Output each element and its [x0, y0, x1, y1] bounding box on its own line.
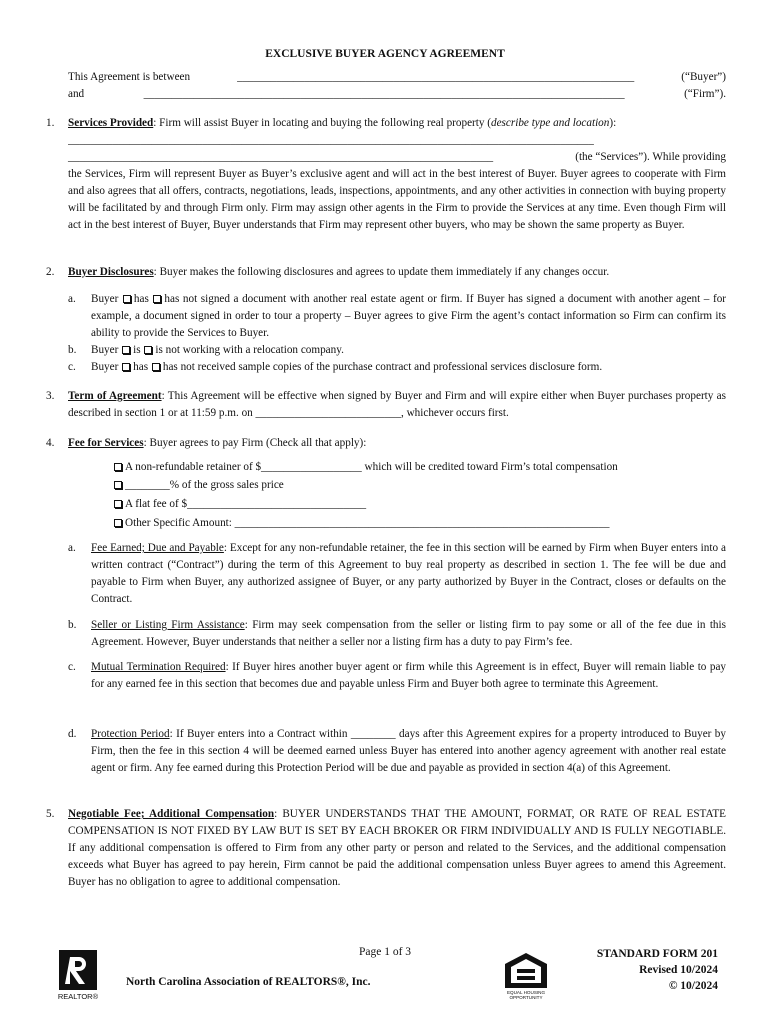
form-name: STANDARD FORM 201	[596, 948, 718, 960]
buyer-name-field[interactable]: _______________________________________________________________________	[237, 71, 635, 83]
fee-a-letter: a.	[68, 542, 76, 554]
section-1-italic: describe type and location	[491, 117, 610, 129]
page-number: Page 1 of 3	[358, 946, 412, 958]
property-description-field-2[interactable]: ____________________________________________________________________________	[68, 151, 494, 163]
protection-period-paragraph	[91, 726, 726, 777]
checkbox-flat-fee[interactable]	[114, 500, 122, 508]
intro-line-firm	[68, 86, 726, 103]
association-name: North Carolina Association of REALTORS®, Inc.	[126, 976, 371, 988]
services-label: (the “Services”). While providing	[575, 151, 726, 163]
svg-text:OPPORTUNITY: OPPORTUNITY	[509, 995, 543, 1000]
checkbox-is-not-relocation[interactable]	[144, 346, 152, 354]
form-revised: Revised 10/2024	[639, 964, 718, 976]
firm-name-field[interactable]: ______________________________________________________________________________________	[143, 88, 625, 100]
intro-and: and	[68, 88, 85, 100]
disclosure-c-opt2: has not received sample copies of the purchase contract and professional services disclosure form.	[162, 361, 603, 373]
disclosure-a-opt2: has not signed a document with another real estate agent or firm. If Buyer has signed a document with another agent – for example, a document signed in order to tour a property – Buyer agrees to give Firm the agent’s contact information so Firm can confirm its ability to provide the Services to Buyer.	[91, 293, 727, 339]
disclosure-a-buyer: Buyer	[91, 293, 119, 305]
disclosure-c-buyer: Buyer	[91, 361, 119, 373]
fee-option-percent-text: ________% of the gross sales price	[125, 479, 284, 491]
fee-option-percent	[113, 477, 284, 494]
checkbox-has-not-received[interactable]	[152, 363, 160, 371]
seller-assistance-heading: Seller or Listing Firm Assistance	[91, 619, 245, 631]
intro-line-buyer	[68, 69, 726, 86]
checkbox-has-received[interactable]	[122, 363, 130, 371]
fee-c-letter: c.	[68, 661, 76, 673]
checkbox-retainer[interactable]	[114, 463, 122, 471]
section-4-intro	[68, 435, 726, 452]
fee-option-flat	[113, 496, 366, 513]
fee-option-flat-text: A flat fee of $________________________________	[125, 498, 367, 510]
seller-assistance-text: : Firm may seek compensation from the seller or listing firm to pay some or all of the fee due in this Agreement. However, Buyer understands that neither a seller nor a listing firm has a duty to pay Firm’s fee.	[91, 619, 726, 648]
section-5-heading: Negotiable Fee; Additional Compensation	[68, 808, 275, 820]
fee-d-letter: d.	[68, 728, 77, 740]
protection-period-heading: Protection Period	[91, 728, 170, 740]
property-description-line-2	[68, 149, 726, 166]
intro-text: This Agreement is between	[68, 71, 191, 83]
section-1-body: the Services, Firm will represent Buyer as Buyer’s exclusive agent and will act in the best interest of Buyer. Buyer agrees to cooperate with Firm and also agrees that all offers, contracts, negotiations, leads, inspections, appointments, and any other activities in connection with buying property will be facilitated by and through Firm only. Firm may assign other agents in the Firm to provide the Services at any time. Even though Firm will act in the best interest of Buyer, Buyer understands that Firm may represent other buyers, who may be shown the same property as Buyer.	[68, 168, 726, 231]
section-1-text-end: ):	[609, 117, 617, 129]
section-3	[68, 388, 726, 422]
fee-option-other-text: Other Specific Amount: ___________________________________________________________________	[125, 517, 610, 529]
section-2-heading: Buyer Disclosures	[68, 266, 154, 278]
property-description-field-1[interactable]: ______________________________________________________________________________________________	[68, 134, 594, 146]
fee-earned-heading: Fee Earned; Due and Payable	[91, 542, 224, 554]
section-5-number: 5.	[46, 808, 55, 820]
svg-text:REALTOR®: REALTOR®	[57, 992, 99, 1001]
fee-earned-paragraph	[91, 540, 726, 608]
equal-housing-logo	[500, 950, 552, 1006]
mutual-termination-paragraph	[91, 659, 726, 693]
form-info	[597, 946, 718, 994]
checkbox-is-relocation[interactable]	[122, 346, 130, 354]
section-1-heading: Services Provided	[68, 117, 154, 129]
checkbox-has-signed[interactable]	[123, 295, 131, 303]
section-5-text: : BUYER UNDERSTANDS THAT THE AMOUNT, FORMAT, OR RATE OF REAL ESTATE COMPENSATION IS NOT FIXED BY LAW BUT IS SET BY EACH BROKER OR FIRM INDIVIDUALLY AND IS FULLY NEGOTIABLE. If any additional compensation is offered to Firm from any other party or person and related to the Services, and the additional compensation exceeds what Buyer has agreed to pay herein, Firm cannot be paid the additional compensation unless Buyer agrees to amend this Agreement. Buyer has no obligation to agree to additional compensation.	[68, 808, 726, 888]
disclosure-c	[91, 359, 726, 376]
protection-period-text: : If Buyer enters into a Contract within ________ days after this Agreement expires for a property introduced to Buyer by Firm, then the fee in this section 4 will be deemed earned unless Buyer has entered into another agency agreement with another real estate agent or firm. Any fee earned during this Protection Period will be due and payable as provided in section 4(a) of this Agreement.	[91, 728, 726, 774]
seller-assistance-paragraph	[91, 617, 726, 651]
firm-label: (“Firm”).	[684, 88, 726, 100]
realtor-logo	[55, 948, 101, 1008]
section-3-number: 3.	[46, 390, 55, 402]
disclosure-b-buyer: Buyer	[91, 344, 119, 356]
svg-text:EQUAL HOUSING: EQUAL HOUSING	[506, 990, 546, 995]
section-3-heading: Term of Agreement	[68, 390, 162, 402]
section-2-intro	[68, 264, 726, 281]
section-4-text: : Buyer agrees to pay Firm (Check all that apply):	[143, 437, 367, 449]
section-1-number: 1.	[46, 117, 55, 129]
section-1-intro	[68, 115, 726, 132]
section-5	[68, 806, 726, 891]
mutual-termination-heading: Mutual Termination Required	[91, 661, 226, 673]
fee-option-other	[113, 515, 609, 532]
section-4-number: 4.	[46, 437, 55, 449]
document-title: EXCLUSIVE BUYER AGENCY AGREEMENT	[265, 48, 505, 60]
section-1-text: : Firm will assist Buyer in locating and buying the following real property (	[153, 117, 491, 129]
disclosure-a-opt1: has	[133, 293, 149, 305]
equal-housing-icon	[500, 950, 552, 1000]
checkbox-other-amount[interactable]	[114, 519, 122, 527]
disclosure-b-opt2: is not working with a relocation company.	[155, 344, 344, 356]
mutual-termination-text: : If Buyer hires another buyer agent or firm while this Agreement is in effect, Buyer will remain liable to pay for any earned fee in this section that becomes due and payable unless Firm and Buyer both agree to terminate this Agreement.	[91, 661, 727, 690]
checkbox-has-not-signed[interactable]	[153, 295, 161, 303]
checkbox-percent[interactable]	[114, 481, 122, 489]
disclosure-c-opt1: has	[133, 361, 149, 373]
fee-option-retainer	[113, 459, 618, 476]
realtor-logo-icon	[55, 948, 101, 1002]
disclosure-b-letter: b.	[68, 344, 77, 356]
section-3-text: : This Agreement will be effective when signed by Buyer and Firm and will expire either when Buyer purchases property as described in section 1 or at 11:59 p.m. on __________________________, whichever occurs first.	[68, 390, 726, 419]
buyer-label: (“Buyer”)	[681, 71, 726, 83]
section-2-text: : Buyer makes the following disclosures and agrees to update them immediately if any changes occur.	[153, 266, 610, 278]
disclosure-c-letter: c.	[68, 361, 76, 373]
fee-option-retainer-text: A non-refundable retainer of $__________________ which will be credited toward Firm’s total compensation	[125, 461, 618, 473]
fee-b-letter: b.	[68, 619, 77, 631]
disclosure-a-letter: a.	[68, 293, 76, 305]
section-4-heading: Fee for Services	[68, 437, 144, 449]
fee-earned-text: : Except for any non-refundable retainer, the fee in this section will be earned by Firm when Buyer enters into a written contract (“Contract”) during the term of this Agreement to buy real property as described in section 1. The fee will be due and payable to Firm when Buyer, any authorized assignee of Buyer, or any party authorized by Buyer in the Contract, closes or defaults on the Contract.	[91, 542, 726, 605]
disclosure-b-opt1: is	[133, 344, 141, 356]
form-copyright: © 10/2024	[668, 980, 718, 992]
section-2-number: 2.	[46, 266, 55, 278]
disclosure-b	[91, 342, 726, 359]
disclosure-a	[91, 291, 726, 342]
